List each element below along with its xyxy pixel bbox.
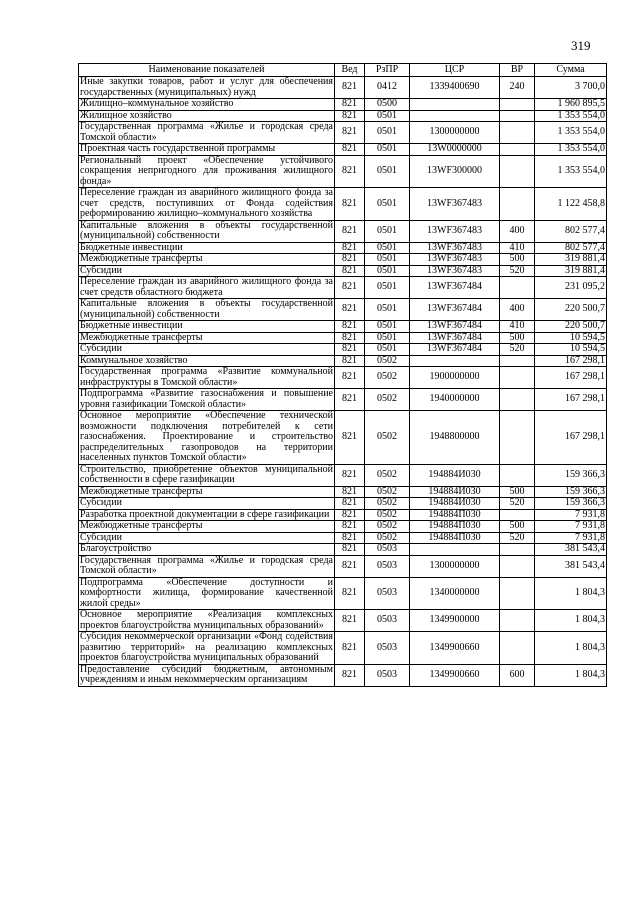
cell-rzpr: 0502 [365,532,410,544]
cell-vr [500,99,535,111]
cell-rzpr: 0503 [365,664,410,686]
cell-vr [500,277,535,299]
cell-rzpr: 0503 [365,555,410,577]
table-row [79,265,607,277]
cell-vr [500,122,535,144]
cell-name: Межбюджетные трансферты [79,332,335,344]
cell-sum: 802 577,4 [535,242,607,254]
cell-name: Основное мероприятие «Обеспечение технической возможности подключения потребителей к сети газоснабжения. Проектирование и строительство распределительных газопроводов на территории населенных пунктов Томской области» [80,410,333,463]
cell-ved: 821 [335,321,365,333]
header-ved: Вед [335,64,365,77]
cell-name: Благоустройство [79,544,335,556]
cell-csr: 13WF367483 [410,265,500,277]
cell-csr: 194884И030 [410,498,500,510]
cell-vr: 240 [500,77,535,99]
table-row [79,555,607,577]
cell-csr: 13WF367483 [410,220,500,242]
cell-sum: 7 931,8 [535,532,607,544]
cell-name: Межбюджетные трансферты [79,254,335,266]
cell-name: Межбюджетные трансферты [79,521,335,533]
cell-rzpr: 0501 [365,144,410,156]
cell-ved: 821 [335,344,365,356]
cell-sum: 1 804,3 [535,664,607,686]
cell-sum: 319 881,4 [535,265,607,277]
cell-rzpr: 0501 [365,277,410,299]
cell-name: Подпрограмма «Развитие газоснабжения и повышение уровня газификации Томской области» [80,388,333,410]
cell-rzpr: 0502 [365,411,410,465]
cell-vr: 520 [500,532,535,544]
table-row [79,277,607,299]
cell-csr: 1300000000 [410,122,500,144]
cell-rzpr: 0501 [365,220,410,242]
cell-rzpr: 0501 [365,344,410,356]
cell-vr: 400 [500,299,535,321]
table-row [79,344,607,356]
cell-name: Коммунальное хозяйство [79,355,335,367]
cell-csr: 13WF367484 [410,344,500,356]
cell-sum: 220 500,7 [535,299,607,321]
cell-csr: 13WF367484 [410,277,500,299]
cell-vr [500,144,535,156]
cell-vr [500,509,535,521]
cell-vr: 500 [500,332,535,344]
cell-sum: 167 298,1 [535,389,607,411]
cell-sum: 159 366,3 [535,486,607,498]
cell-rzpr: 0502 [365,509,410,521]
cell-vr [500,632,535,665]
cell-sum: 1 353 554,0 [535,122,607,144]
cell-rzpr: 0501 [365,265,410,277]
cell-sum: 319 881,4 [535,254,607,266]
cell-rzpr: 0501 [365,332,410,344]
cell-rzpr: 0501 [365,321,410,333]
cell-vr [500,389,535,411]
cell-ved: 821 [335,220,365,242]
cell-name: Строительство, приобретение объектов муниципальной собственности в сфере газификации [80,463,333,485]
cell-csr [410,544,500,556]
cell-rzpr: 0501 [365,299,410,321]
cell-vr [500,188,535,221]
cell-sum: 10 594,5 [535,332,607,344]
cell-name: Переселение граждан из аварийного жилищного фонда за счет средств областного бюджета [80,276,333,298]
table-row [79,664,607,686]
cell-name: Предоставление субсидий бюджетным, автономным учреждениям и иным некоммерческим организациям [80,663,333,685]
table-row [79,367,607,389]
cell-vr: 400 [500,220,535,242]
cell-csr: 1948800000 [410,411,500,465]
cell-csr: 1339400690 [410,77,500,99]
table-row [79,498,607,510]
cell-sum: 167 298,1 [535,367,607,389]
cell-csr: 1940000000 [410,389,500,411]
cell-sum: 1 804,3 [535,632,607,665]
table-row [79,509,607,521]
cell-ved: 821 [335,242,365,254]
cell-csr: 1300000000 [410,555,500,577]
table-row [79,155,607,188]
cell-csr: 13WF367483 [410,242,500,254]
cell-vr [500,367,535,389]
cell-ved: 821 [335,521,365,533]
cell-name: Разработка проектной документации в сфере газификации [79,509,335,521]
cell-name: Государственная программа «Жилье и городская среда Томской области» [80,554,333,576]
table-row [79,77,607,99]
cell-sum: 3 700,0 [535,77,607,99]
table-row [79,411,607,465]
table-row [79,220,607,242]
cell-vr: 410 [500,242,535,254]
cell-csr [410,110,500,122]
cell-name: Субсидии [79,498,335,510]
cell-sum: 1 804,3 [535,610,607,632]
cell-ved: 821 [335,299,365,321]
cell-ved: 821 [335,155,365,188]
cell-sum: 381 543,4 [535,544,607,556]
table-row [79,332,607,344]
cell-name: Субсидия некоммерческой организации «Фонд содействия развитию территорий» на реализацию комплексных проектов благоустройства муниципальных образований [80,631,333,663]
cell-rzpr: 0412 [365,77,410,99]
cell-sum: 167 298,1 [535,411,607,465]
cell-vr [500,577,535,610]
cell-vr [500,155,535,188]
cell-rzpr: 0501 [365,254,410,266]
cell-rzpr: 0503 [365,632,410,665]
cell-name: Бюджетные инвестиции [79,242,335,254]
cell-sum: 1 353 554,0 [535,110,607,122]
cell-name: Подпрограмма «Обеспечение доступности и комфортности жилища, формирование качественной жилой среды» [80,576,333,609]
cell-rzpr: 0501 [365,122,410,144]
table-row [79,254,607,266]
table-row [79,632,607,665]
table-row [79,99,607,111]
cell-sum: 7 931,8 [535,509,607,521]
cell-vr: 500 [500,254,535,266]
cell-csr: 13WF300000 [410,155,500,188]
cell-name: Межбюджетные трансферты [79,486,335,498]
cell-ved: 821 [335,610,365,632]
cell-ved: 821 [335,99,365,111]
cell-vr [500,110,535,122]
cell-name: Иные закупки товаров, работ и услуг для обеспечения государственных (муниципальных) нужд [80,76,333,98]
cell-sum: 7 931,8 [535,521,607,533]
cell-name: Переселение граждан из аварийного жилищного фонда за счет средств, поступивших от Фонда содействия реформированию жилищно–коммунального хозяйства [80,187,333,219]
cell-vr: 500 [500,486,535,498]
cell-ved: 821 [335,555,365,577]
cell-vr [500,355,535,367]
cell-sum: 220 500,7 [535,321,607,333]
table-row [79,544,607,556]
cell-vr: 520 [500,265,535,277]
cell-rzpr: 0501 [365,188,410,221]
cell-csr: 1340000000 [410,577,500,610]
cell-rzpr: 0502 [365,486,410,498]
header-name: Наименование показателей [79,64,335,77]
cell-name: Государственная программа «Развитие коммунальной инфраструктуры в Томской области» [80,366,333,388]
cell-csr: 13WF367484 [410,299,500,321]
cell-sum: 1 122 458,8 [535,188,607,221]
table-row [79,464,607,486]
cell-csr: 13WF367484 [410,332,500,344]
cell-ved: 821 [335,509,365,521]
table-row [79,299,607,321]
cell-ved: 821 [335,486,365,498]
cell-sum: 1 353 554,0 [535,155,607,188]
cell-sum: 1 804,3 [535,577,607,610]
cell-vr: 500 [500,521,535,533]
table-body [79,77,607,687]
cell-ved: 821 [335,144,365,156]
cell-name: Региональный проект «Обеспечение устойчивого сокращения непригодного для проживания жилищного фонда» [80,154,333,187]
cell-csr: 194884И030 [410,464,500,486]
cell-sum: 381 543,4 [535,555,607,577]
cell-vr: 410 [500,321,535,333]
cell-rzpr: 0503 [365,544,410,556]
table-row [79,486,607,498]
cell-csr: 13WF367484 [410,321,500,333]
cell-name: Бюджетные инвестиции [79,321,335,333]
cell-ved: 821 [335,411,365,465]
cell-rzpr: 0503 [365,610,410,632]
cell-vr [500,610,535,632]
cell-ved: 821 [335,632,365,665]
header-sum: Сумма [535,64,607,77]
page-number: 319 [571,38,591,53]
cell-ved: 821 [335,498,365,510]
table-row [79,321,607,333]
cell-rzpr: 0502 [365,498,410,510]
cell-name: Жилищно–коммунальное хозяйство [79,99,335,111]
cell-csr: 1349900000 [410,610,500,632]
cell-csr: 13W0000000 [410,144,500,156]
table-row [79,577,607,610]
cell-name: Капитальные вложения в объекты государственной (муниципальной) собственности [80,298,333,320]
cell-csr: 1349900660 [410,664,500,686]
cell-ved: 821 [335,367,365,389]
cell-vr [500,544,535,556]
cell-rzpr: 0501 [365,110,410,122]
cell-sum: 10 594,5 [535,344,607,356]
cell-ved: 821 [335,77,365,99]
cell-csr: 194884П030 [410,532,500,544]
cell-name: Жилищное хозяйство [79,110,335,122]
cell-rzpr: 0501 [365,155,410,188]
table-header-row [79,64,607,77]
cell-ved: 821 [335,389,365,411]
cell-ved: 821 [335,188,365,221]
cell-sum: 159 366,3 [535,498,607,510]
cell-ved: 821 [335,664,365,686]
cell-ved: 821 [335,532,365,544]
table-row [79,110,607,122]
cell-sum: 1 960 895,5 [535,99,607,111]
table-row [79,122,607,144]
cell-csr: 1900000000 [410,367,500,389]
table-row [79,188,607,221]
cell-ved: 821 [335,254,365,266]
cell-rzpr: 0502 [365,464,410,486]
cell-name: Субсидии [79,344,335,356]
cell-rzpr: 0501 [365,242,410,254]
cell-vr: 600 [500,664,535,686]
table-row [79,389,607,411]
cell-rzpr: 0500 [365,99,410,111]
cell-name: Государственная программа «Жилье и городская среда Томской области» [80,121,333,143]
table-row [79,242,607,254]
budget-table [78,63,607,687]
cell-ved: 821 [335,277,365,299]
cell-ved: 821 [335,265,365,277]
cell-csr: 13WF367483 [410,188,500,221]
cell-csr: 194884П030 [410,521,500,533]
cell-vr [500,411,535,465]
cell-sum: 1 353 554,0 [535,144,607,156]
cell-name: Субсидии [79,532,335,544]
cell-name: Проектная часть государственной программы [79,144,335,156]
cell-ved: 821 [335,544,365,556]
cell-rzpr: 0502 [365,521,410,533]
cell-rzpr: 0503 [365,577,410,610]
cell-vr: 520 [500,498,535,510]
cell-vr [500,464,535,486]
cell-csr [410,99,500,111]
cell-name: Субсидии [79,265,335,277]
cell-name: Основное мероприятие «Реализация комплексных проектов благоустройства муниципальных образований» [80,609,333,631]
cell-csr: 13WF367483 [410,254,500,266]
cell-rzpr: 0502 [365,367,410,389]
cell-sum: 167 298,1 [535,355,607,367]
table-row [79,144,607,156]
table-row [79,532,607,544]
cell-sum: 159 366,3 [535,464,607,486]
header-vr: ВР [500,64,535,77]
table-row [79,521,607,533]
cell-ved: 821 [335,110,365,122]
cell-csr: 1349900660 [410,632,500,665]
cell-rzpr: 0502 [365,355,410,367]
cell-csr: 194884И030 [410,486,500,498]
cell-rzpr: 0502 [365,389,410,411]
cell-csr: 194884П030 [410,509,500,521]
cell-csr [410,355,500,367]
cell-sum: 802 577,4 [535,220,607,242]
cell-ved: 821 [335,577,365,610]
header-csr: ЦСР [410,64,500,77]
cell-sum: 231 095,2 [535,277,607,299]
table-row [79,355,607,367]
cell-ved: 821 [335,122,365,144]
cell-ved: 821 [335,332,365,344]
header-rzpr: РзПР [365,64,410,77]
cell-vr [500,555,535,577]
cell-name: Капитальные вложения в объекты государственной (муниципальной) собственности [80,219,333,241]
cell-ved: 821 [335,464,365,486]
cell-vr: 520 [500,344,535,356]
cell-ved: 821 [335,355,365,367]
table-row [79,610,607,632]
